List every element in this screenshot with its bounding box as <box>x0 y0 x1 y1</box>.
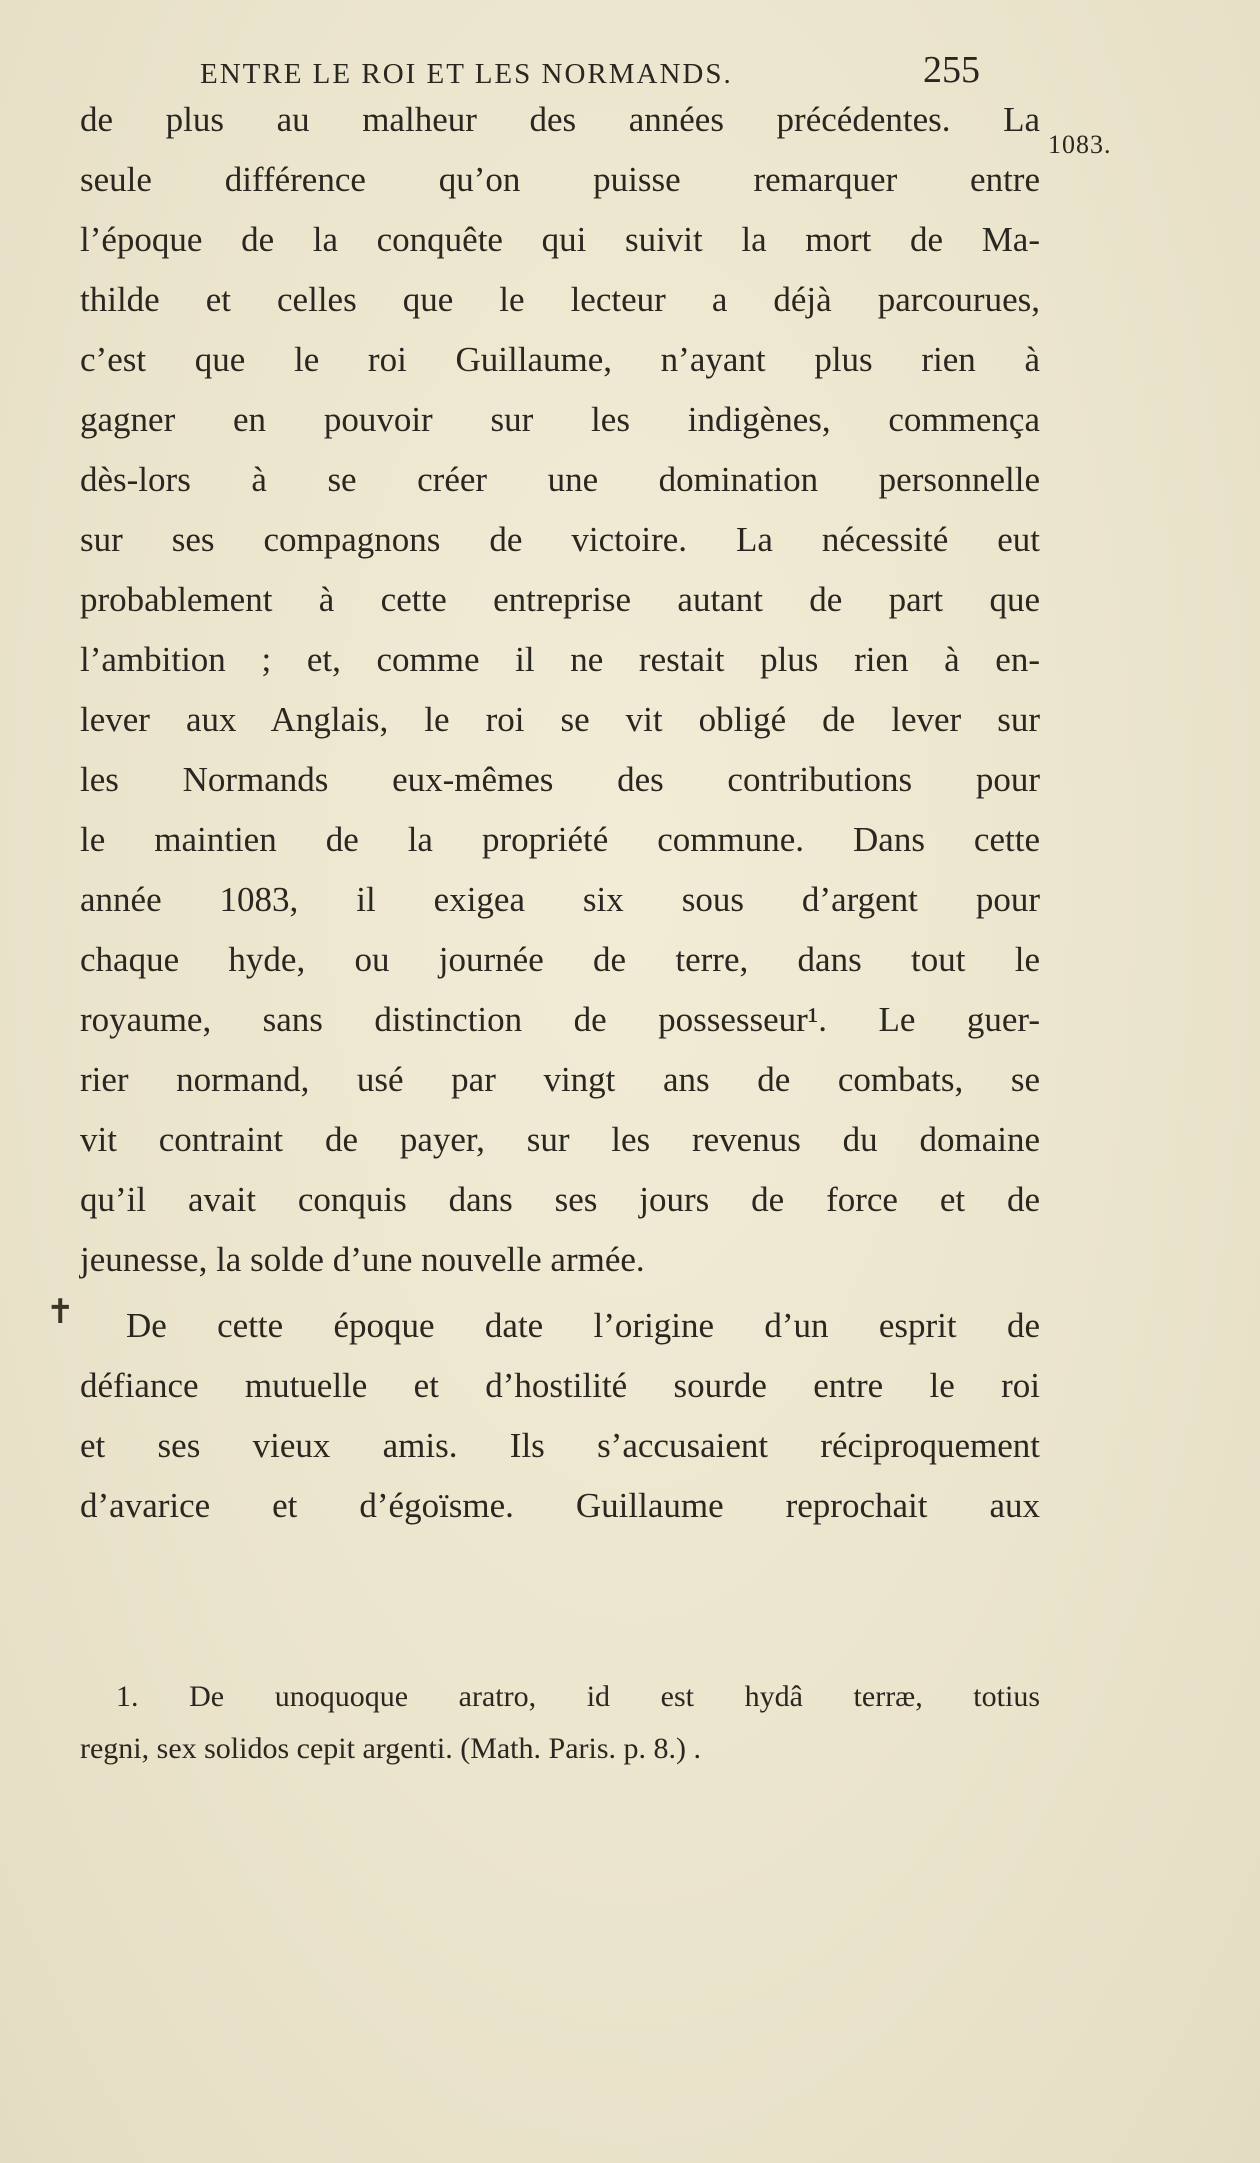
text-line: année 1083, il exigea six sous d’argent pour <box>80 880 1040 919</box>
text-line: chaque hyde, ou journée de terre, dans tout le <box>80 940 1040 979</box>
text-line: lever aux Anglais, le roi se vit obligé de lever sur <box>80 700 1040 739</box>
text-line: gagner en pouvoir sur les indigènes, commença <box>80 400 1040 439</box>
margin-mark: ✝ <box>46 1294 75 1331</box>
text-line: royaume, sans distinction de possesseur¹. Le guer- <box>80 1000 1040 1039</box>
page-number: 255 <box>923 49 980 91</box>
text-line: les Normands eux-mêmes des contributions pour <box>80 760 1040 799</box>
text-line: le maintien de la propriété commune. Dans cette <box>80 820 1040 859</box>
text-line: rier normand, usé par vingt ans de combats, se <box>80 1060 1040 1099</box>
text-line: seule différence qu’on puisse remarquer entre <box>80 160 1040 199</box>
text-line: dès-lors à se créer une domination personnelle <box>80 460 1040 499</box>
text-line: défiance mutuelle et d’hostilité sourde entre le roi <box>80 1366 1040 1405</box>
text-line: de plus au malheur des années précédentes. La <box>80 100 1040 139</box>
text-line: vit contraint de payer, sur les revenus du domaine <box>80 1120 1040 1159</box>
text-line: et ses vieux amis. Ils s’accusaient réciproquement <box>80 1426 1040 1465</box>
text-line: probablement à cette entreprise autant de part que <box>80 580 1040 619</box>
running-title: ENTRE LE ROI ET LES NORMANDS. <box>200 58 733 90</box>
running-head <box>200 48 980 98</box>
text-line: De cette époque date l’origine d’un esprit de <box>126 1306 1040 1345</box>
text-line: d’avarice et d’égoïsme. Guillaume reprochait aux <box>80 1486 1040 1525</box>
text-line: c’est que le roi Guillaume, n’ayant plus rien à <box>80 340 1040 379</box>
text-line: thilde et celles que le lecteur a déjà parcourues, <box>80 280 1040 319</box>
text-line: qu’il avait conquis dans ses jours de force et de <box>80 1180 1040 1219</box>
text-line: l’ambition ; et, comme il ne restait plus rien à en- <box>80 640 1040 679</box>
text-line: sur ses compagnons de victoire. La nécessité eut <box>80 520 1040 559</box>
text-line: l’époque de la conquête qui suivit la mort de Ma- <box>80 220 1040 259</box>
footnote-line: 1. De unoquoque aratro, id est hydâ terræ, totius <box>116 1680 1040 1713</box>
margin-date-note: 1083. <box>1048 130 1112 159</box>
footnote-line: regni, sex solidos cepit argenti. (Math. Paris. p. 8.) . <box>80 1732 702 1765</box>
text-line: jeunesse, la solde d’une nouvelle armée. <box>80 1240 645 1279</box>
